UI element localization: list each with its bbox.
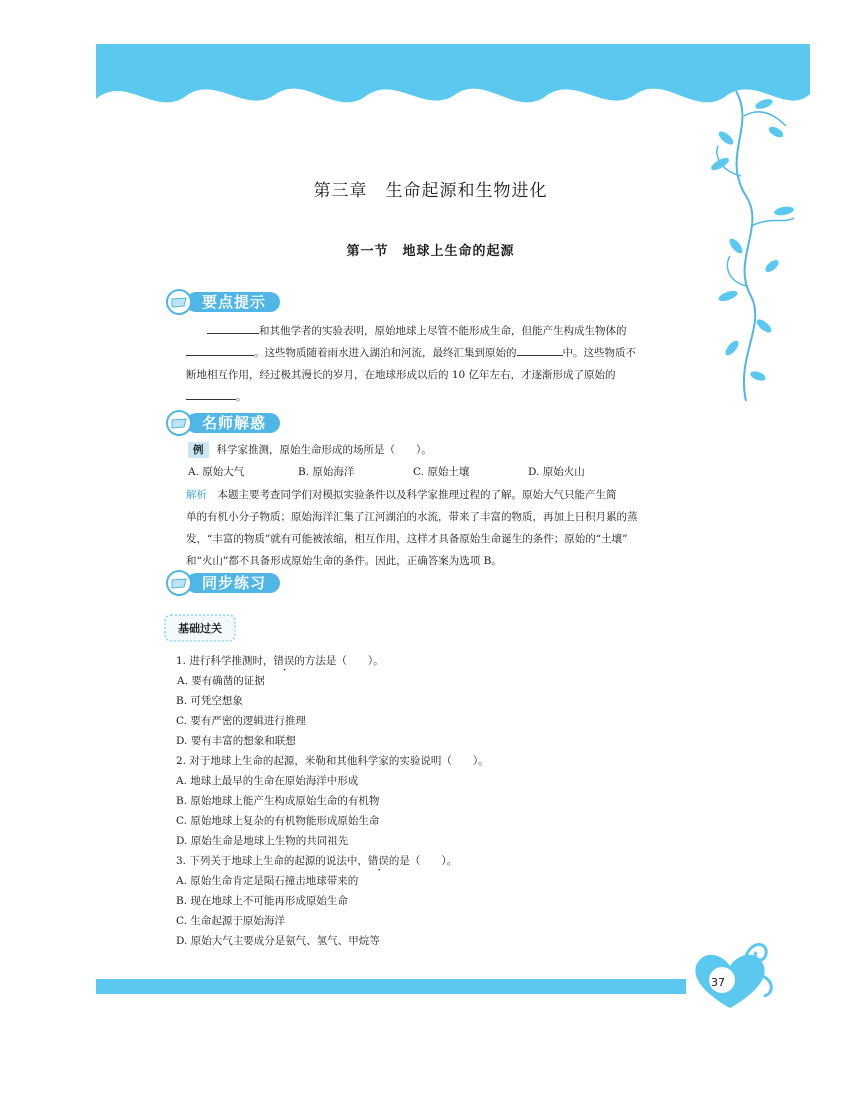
q3-option-c[interactable]: C. 生命起源于原始海洋 <box>176 915 285 927</box>
wave-banner <box>96 44 810 124</box>
chapter-title: 第三章 生命起源和生物进化 <box>313 181 548 201</box>
question-3: 3. 下列关于地球上生命的起源的说法中，错误的是（ ）。 <box>176 855 458 867</box>
option-a[interactable]: A. 原始大气 <box>188 466 245 478</box>
q1-option-c[interactable]: C. 要有严密的逻辑进行推理 <box>176 715 306 727</box>
example-options <box>188 462 585 482</box>
q3-option-d[interactable]: D. 原始大气主要成分是氨气、氢气、甲烷等 <box>176 935 380 947</box>
key-points-title: 要点提示 <box>202 293 267 311</box>
analysis-label: 解析 <box>186 489 207 501</box>
footer-bar <box>96 979 686 994</box>
answer-blank[interactable] <box>207 321 259 334</box>
q1-option-a[interactable]: A. 要有确凿的证据 <box>177 675 265 687</box>
practice-title: 同步练习 <box>202 574 267 592</box>
option-d[interactable]: D. 原始火山 <box>528 466 585 478</box>
q2-option-d[interactable]: D. 原始生命是地球上生物的共同祖先 <box>176 835 349 847</box>
example-question: 例 科学家推测，原始生命形成的场所是（ ）。 <box>188 440 432 460</box>
answer-blank[interactable] <box>517 343 563 356</box>
question-list <box>176 651 489 951</box>
teacher-header <box>162 410 282 436</box>
q2-option-a[interactable]: A. 地球上最早的生命在原始海洋中形成 <box>176 775 359 787</box>
option-c[interactable]: C. 原始土壤 <box>413 466 470 478</box>
key-points-paragraph: 和其他学者的实验表明，原始地球上尽管不能形成生命，但能产生构成生物体的 。这些物质随着雨水进入湖泊和河流，最终汇集到原始的 中。这些物质不 断地相互作用，经过极其漫长的岁月，在地球形成以后的 10 亿年左右，才逐渐形成了原始的 。 <box>186 320 698 408</box>
key-points-header <box>162 289 282 315</box>
sub-section-title: 基础过关 <box>178 622 222 635</box>
practice-header <box>162 570 282 596</box>
question-2: 2. 对于地球上生命的起源，米勒和其他科学家的实验说明（ ）。 <box>176 755 489 767</box>
option-b[interactable]: B. 原始海洋 <box>298 466 355 478</box>
q3-option-b[interactable]: B. 现在地球上不可能再形成原始生命 <box>176 895 348 907</box>
sub-section-badge <box>163 613 237 643</box>
section-title: 第一节 地球上生命的起源 <box>346 244 515 259</box>
answer-blank[interactable] <box>186 343 254 356</box>
teacher-title: 名师解惑 <box>202 414 267 432</box>
q2-option-b[interactable]: B. 原始地球上能产生构成原始生命的有机物 <box>176 795 380 807</box>
q1-option-d[interactable]: D. 要有丰富的想象和联想 <box>176 735 296 747</box>
analysis-paragraph: 解析 本题主要考查同学们对模拟实验条件以及科学家推理过程的了解。原始大气只能产生简 单的有机小分子物质；原始海洋汇集了江河湖泊的水流，带来了丰富的物质，再加上日积月累的蒸 发，“丰富的物质”就有可能被浓缩，相互作用，这样才具备原始生命诞生的条件；原始的“土壤” 和“火山”都不具备形成原始生命的条件。因此，正确答案为选项 B。 <box>186 489 638 567</box>
answer-blank[interactable] <box>186 387 236 400</box>
page-number: 37 <box>711 976 725 989</box>
q2-option-c[interactable]: C. 原始地球上复杂的有机物能形成原始生命 <box>176 815 380 827</box>
q3-option-a[interactable]: A. 原始生命肯定是陨石撞击地球带来的 <box>176 875 359 887</box>
q1-option-b[interactable]: B. 可凭空想象 <box>176 695 243 707</box>
question-1: 1. 进行科学推测时，错误的方法是（ ）。 <box>176 655 384 667</box>
example-tag: 例 <box>188 442 209 458</box>
page-heart-badge <box>680 936 780 1016</box>
